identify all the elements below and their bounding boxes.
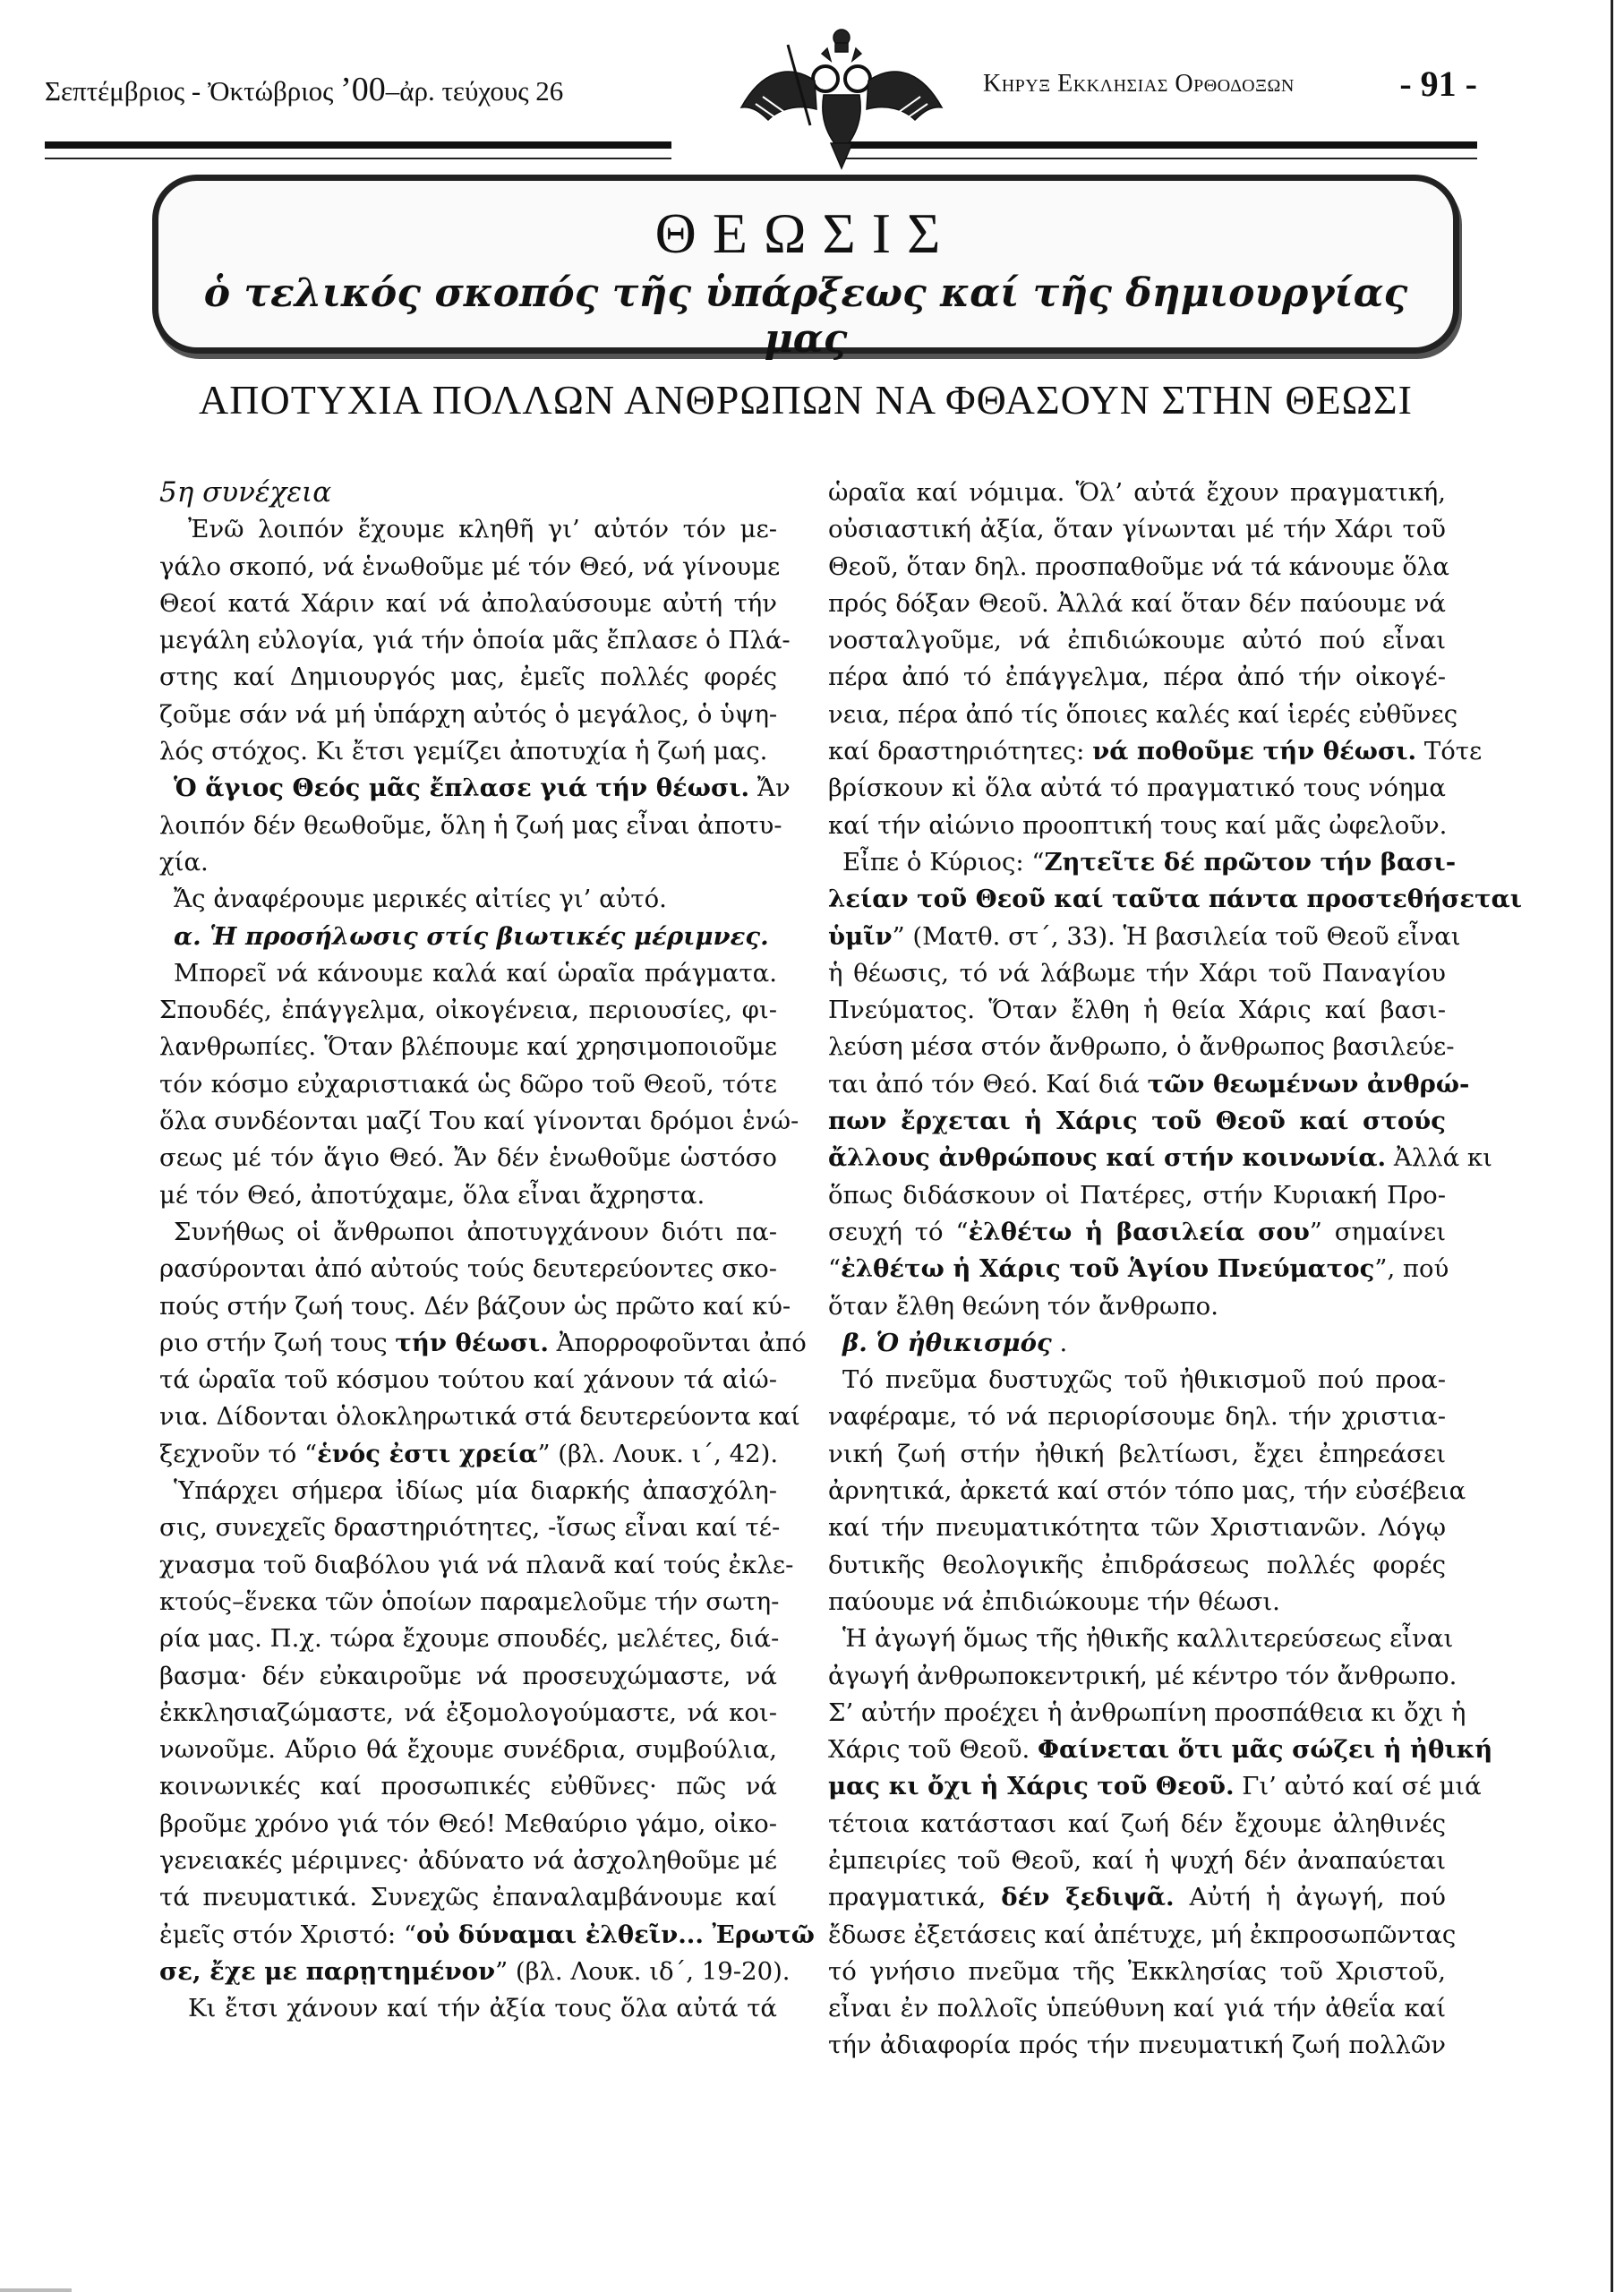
text-line — [159, 1066, 777, 1103]
body-text: Τό πνεῦμα δυστυχῶς τοῦ ἠθικισμοῦ πού προα- — [842, 1365, 1446, 1395]
emphasis-text: οὐ δύναμαι ἐλθεῖν... Ἐρωτῶ — [415, 1920, 815, 1949]
body-text: λοιπόν δέν θεωθοῦμε, ὅλη ἡ ζωή μας εἶναι ἀποτυ- — [159, 810, 782, 840]
emphasis-text: σε, ἔχε με παρῃτημένον — [159, 1956, 496, 1986]
body-text: Αὐτή ἡ ἀγωγή, πού — [1174, 1883, 1446, 1912]
text-line — [828, 1140, 1492, 1176]
body-text: ἡ θέωσις, τό νά λάβωμε τήν Χάρι τοῦ Παναγίου — [828, 958, 1446, 988]
text-line — [828, 1806, 1446, 1843]
text-line — [828, 1325, 1446, 1362]
body-text: ὅπως διδάσκουν οἱ Πατέρες, στήν Κυριακή Προ- — [828, 1180, 1446, 1210]
text-line — [159, 1584, 780, 1621]
text-line — [828, 1990, 1446, 2027]
emphasis-text: πων ἔρχεται ἡ Χάρις τοῦ Θεοῦ καί στούς — [828, 1107, 1446, 1136]
text-line — [159, 1658, 777, 1695]
text-line — [159, 955, 777, 992]
text-line — [159, 1362, 777, 1398]
text-line — [159, 1695, 777, 1732]
emphasis-text: ἐλθέτω ἡ βασιλεία σου — [968, 1217, 1310, 1246]
subsection-heading: β. Ὁ ἠθικισμός — [842, 1328, 1052, 1357]
body-text: νια. Δίδονται ὁλοκληρωτικά στά δευτερεύοντα καί — [159, 1402, 800, 1432]
left-column — [159, 475, 815, 2027]
running-header — [45, 63, 1477, 161]
text-line — [828, 1843, 1446, 1879]
text-line — [828, 770, 1446, 807]
body-text: Ἀλλά κι — [1386, 1143, 1492, 1173]
body-text: καί δραστηριότητες: — [828, 737, 1093, 766]
text-line — [828, 1768, 1482, 1805]
body-text: ὅλα συνδέονται μαζί Του καί γίνονται δρόμοι ἑνώ- — [159, 1107, 799, 1136]
text-line — [828, 697, 1458, 733]
body-text: βασμα· δέν εὐκαιροῦμε νά προσευχώμαστε, νά — [159, 1661, 777, 1690]
text-line — [159, 1990, 777, 2027]
text-line — [159, 733, 777, 770]
body-text: ” (Ματθ. στ΄, 33). Ἡ βασιλεία τοῦ Θεοῦ εἶναι — [892, 921, 1461, 951]
body-text: ἐμπειρίες τοῦ Θεοῦ, καί ἡ ψυχή δέν ἀναπαύεται — [828, 1845, 1446, 1875]
body-text: τόν κόσμο εὐχαριστιακά ὡς δῶρο τοῦ Θεοῦ, τότε — [159, 1069, 777, 1099]
emphasis-text: δέν ξεδιψᾶ. — [1001, 1883, 1175, 1912]
text-line — [159, 1029, 777, 1065]
text-line — [828, 1066, 1470, 1103]
text-line — [159, 586, 777, 622]
article-title: ΘΕΩΣΙΣ — [654, 201, 957, 265]
body-text: Ἐνῶ λοιπόν ἔχουμε κληθῆ γι’ αὐτόν τόν με- — [188, 515, 777, 544]
text-line — [828, 622, 1446, 659]
text-line — [828, 1658, 1457, 1695]
text-line — [159, 844, 777, 881]
emphasis-text: ἄλλους ἀνθρώπους καί στήν κοινωνία. — [828, 1143, 1387, 1173]
body-text: ὅταν ἔλθη θεώνη τόν ἄνθρωπο. — [828, 1291, 1218, 1321]
text-line — [828, 1288, 1446, 1325]
text-line — [828, 1177, 1446, 1214]
text-line — [159, 992, 777, 1029]
text-line — [159, 1436, 777, 1473]
body-text: βροῦμε χρόνο γιά τόν Θεό! Μεθαύριο γάμο, οἰκο- — [159, 1809, 777, 1838]
text-line — [159, 1325, 807, 1362]
body-text: γενειακές μέριμνες· ἀδύνατο νά ἀσχοληθοῦμε μέ — [159, 1845, 777, 1875]
body-text: Θεοῦ, ὅταν δηλ. προσπαθοῦμε νά τά κάνουμε ὅλα — [828, 552, 1449, 581]
body-text: ἐμεῖς στόν Χριστό: “ — [159, 1920, 416, 1949]
issue-number: –ἀρ. τεύχους 26 — [385, 75, 564, 107]
body-text: Σ’ αὐτήν προέχει ἡ ἀνθρωπίνη προσπάθεια κι ὄχι ἡ — [828, 1698, 1466, 1727]
body-text: νική ζωή στήν ἠθική βελτίωσι, ἔχει ἐπηρεάσει — [828, 1439, 1446, 1468]
body-text: Τότε — [1416, 737, 1483, 766]
emphasis-text: ἐλθέτω ἡ Χάρις τοῦ Ἁγίου Πνεύματος — [841, 1254, 1375, 1284]
body-text: χία. — [159, 847, 209, 877]
body-text: γάλο σκοπό, νά ἑνωθοῦμε μέ τόν Θεό, νά γίνουμε — [159, 552, 781, 581]
body-text: σευχή τό “ — [828, 1217, 969, 1246]
body-text: παύουμε νά ἐπιδιώκουμε τήν θέωσι. — [828, 1586, 1280, 1616]
text-line — [159, 1806, 777, 1843]
body-text: Εἶπε ὁ Κύριος: “ — [842, 847, 1045, 877]
body-text: τά ὡραῖα τοῦ κόσμου τούτου καί χάνουν τά αἰώ- — [159, 1365, 777, 1395]
text-line — [828, 1362, 1446, 1398]
left-column-body — [159, 511, 815, 2027]
body-text: σις, συνεχεῖς δραστηριότητες, -ἴσως εἶναι καί τέ- — [159, 1513, 781, 1543]
text-line — [828, 1954, 1446, 1990]
text-line — [828, 919, 1461, 955]
text-line — [828, 1621, 1454, 1657]
text-line — [159, 1547, 794, 1584]
double-headed-eagle-icon — [662, 27, 1021, 170]
text-line — [159, 1103, 799, 1140]
emphasis-text: τήν θέωσι. — [395, 1328, 549, 1357]
text-line — [828, 955, 1446, 992]
text-line — [828, 1214, 1446, 1251]
body-text: βρίσκουν κἰ ὅλα αὐτά τό πραγματικό τους νόημα — [828, 774, 1446, 803]
emphasis-text: μας κι ὄχι ἡ Χάρις τοῦ Θεοῦ. — [828, 1772, 1235, 1801]
text-line — [159, 1473, 777, 1509]
emphasis-text: Ὁ ἅγιος Θεός μᾶς ἔπλασε γιά τήν θέωσι. — [174, 774, 750, 803]
body-text: κοινωνικές καί προσωπικές εὐθῦνες· πῶς νά — [159, 1772, 777, 1801]
text-line — [159, 1509, 781, 1546]
body-text: ἀγωγή ἀνθρωποκεντρική, μέ κέντρο τόν ἄνθρωπο. — [828, 1661, 1457, 1690]
header-rule-left — [45, 141, 671, 149]
issue-year: ’00 — [340, 71, 386, 108]
body-text: στης καί Δημιουργός μας, ἐμεῖς πολλές φορές — [159, 663, 777, 692]
article-title-box — [152, 175, 1459, 362]
body-text: ” (βλ. Λουκ. ιδ΄, 19-20). — [495, 1956, 791, 1986]
body-text: . — [1051, 1328, 1068, 1357]
text-line — [828, 808, 1446, 844]
text-line — [828, 1917, 1457, 1954]
text-line — [159, 1177, 777, 1214]
emphasis-text: Φαίνεται ὅτι μᾶς σώζει ἡ ἠθική — [1038, 1735, 1493, 1765]
text-line — [828, 549, 1449, 586]
text-line — [159, 770, 791, 807]
text-line — [828, 2027, 1446, 2064]
body-text: λεύση μέσα στόν ἄνθρωπο, ὁ ἄνθρωπος βασιλεύε- — [828, 1032, 1455, 1062]
subsection-heading: α. Ἡ προσήλωσις στίς βιωτικές μέριμνες. — [174, 921, 769, 951]
text-line — [828, 475, 1446, 511]
body-text: ξεχνοῦν τό “ — [159, 1439, 318, 1468]
body-text: ρασύρονται ἀπό αὐτούς τούς δευτερεύοντες σκο- — [159, 1254, 777, 1284]
text-line — [159, 622, 791, 659]
body-text: καί τήν αἰώνιο προοπτική τους καί μᾶς ὠφελοῦν. — [828, 810, 1448, 840]
section-headline: ΑΠΟΤΥΧΙΑ ΠΟΛΛΩΝ ΑΝΘΡΩΠΩΝ ΝΑ ΦΘΑΣΟΥΝ ΣΤΗΝ ΘΕΩΣΙ — [199, 377, 1413, 423]
body-text: δυτικῆς θεολογικῆς ἐπιδράσεως πολλές φορές — [828, 1550, 1446, 1579]
emphasis-text: τῶν θεωμένων ἀνθρώ- — [1147, 1069, 1470, 1099]
body-text: ἔδωσε ἐξετάσεις καί ἀπέτυχε, μή ἐκπροσωπῶντας — [828, 1920, 1457, 1949]
text-line — [159, 881, 777, 918]
body-text: νεια, πέρα ἀπό τίς ὅποιες καλές καί ἱερές εὐθῦνες — [828, 699, 1458, 729]
text-line — [828, 659, 1446, 696]
body-text: ”, πού — [1374, 1254, 1449, 1284]
journal-title: Κηρυξ Εκκλησιας Ορθοδοξων — [983, 70, 1295, 98]
body-text: ριο στήν ζωή τους — [159, 1328, 396, 1357]
text-line — [828, 1103, 1446, 1140]
text-line — [159, 808, 782, 844]
text-line — [828, 1547, 1446, 1584]
text-line — [828, 1251, 1449, 1287]
text-line — [159, 1843, 777, 1879]
issue-date — [45, 70, 563, 109]
emphasis-text: ἑνός ἐστι χρεία — [317, 1439, 538, 1468]
installment-label: 5η συνέχεια — [159, 476, 332, 509]
body-text: τήν ἀδιαφορία πρός τήν πνευματική ζωή πολλῶν — [828, 2031, 1446, 2060]
body-text: ἀρνητικά, ἀρκετά καί στόν τόπο μας, τήν εὐσέβεια — [828, 1476, 1466, 1506]
body-text: μεγάλη εὐλογία, γιά τήν ὁποία μᾶς ἔπλασε ὁ Πλά- — [159, 626, 791, 655]
body-text: τά πνευματικά. Συνεχῶς ἐπαναλαμβάνουμε καί — [159, 1883, 777, 1912]
page-number: - 91 - — [1399, 64, 1477, 104]
page-edge-shadow — [1611, 0, 1613, 2292]
text-line — [828, 992, 1446, 1029]
text-line — [159, 511, 777, 548]
body-text: καί τήν πνευματικότητα τῶν Χριστιανῶν. Λόγῳ — [828, 1513, 1446, 1543]
body-text: Σπουδές, ἐπάγγελμα, οἰκογένεια, περιουσίες, φι- — [159, 996, 777, 1025]
body-text: τό γνήσιο πνεῦμα τῆς Ἐκκλησίας τοῦ Χριστοῦ, — [828, 1956, 1446, 1986]
body-text: ναφέραμε, τό νά περιορίσουμε δηλ. τήν χριστια- — [828, 1402, 1446, 1432]
text-line — [159, 1732, 777, 1768]
right-column — [828, 475, 1523, 2065]
body-text: λανθρωπίες. Ὅταν βλέπουμε καί χρησιμοποιοῦμε — [159, 1032, 777, 1062]
body-text: οὐσιαστική ἀξία, ὅταν γίνωνται μέ τήν Χάρι τοῦ — [828, 515, 1446, 544]
body-text: πραγματικά, — [828, 1883, 1002, 1912]
scan-artifact — [0, 2288, 72, 2292]
text-line — [828, 1584, 1446, 1621]
header-rule-left-thin — [45, 158, 671, 159]
text-line — [159, 1621, 780, 1657]
body-text: Χάρις τοῦ Θεοῦ. — [828, 1735, 1039, 1765]
body-text: ρία μας. Π.χ. τώρα ἔχουμε σπουδές, μελέτες, διά- — [159, 1624, 780, 1654]
text-line — [828, 844, 1457, 881]
text-line — [159, 1288, 791, 1325]
body-text: χνασμα τοῦ διαβόλου γιά νά πλανᾶ καί τούς ἐκλε- — [159, 1550, 794, 1579]
body-text: Ἄν — [749, 774, 791, 803]
body-text: Ὑπάρχει σήμερα ἰδίως μία διαρκής ἀπασχόλη- — [174, 1476, 777, 1506]
body-text: ται ἀπό τόν Θεό. Καί διά — [828, 1069, 1148, 1099]
text-line — [828, 881, 1523, 918]
body-text: Μπορεῖ νά κάνουμε καλά καί ὡραῖα πράγματα. — [174, 958, 777, 988]
body-text: Ἡ ἀγωγή ὅμως τῆς ἠθικῆς καλλιτερεύσεως εἶναι — [842, 1624, 1454, 1654]
text-line — [828, 1509, 1446, 1546]
right-column-body — [828, 475, 1523, 2065]
text-line — [828, 1879, 1446, 1916]
body-text: κτούς–ἕνεκα τῶν ὁποίων παραμελοῦμε τήν σωτη- — [159, 1586, 780, 1616]
body-text: Ἀπορροφοῦνται ἀπό — [548, 1328, 807, 1357]
text-line — [828, 1732, 1493, 1768]
body-text: ” σημαίνει — [1309, 1217, 1446, 1246]
body-text: πέρα ἀπό τό ἐπάγγελμα, πέρα ἀπό τήν οἰκογέ- — [828, 663, 1446, 692]
body-text: Συνήθως οἱ ἄνθρωποι ἀποτυγχάνουν διότι πα- — [174, 1217, 777, 1246]
text-line — [828, 1398, 1446, 1435]
body-text: πούς στήν ζωή τους. Δέν βάζουν ὡς πρῶτο καί κύ- — [159, 1291, 791, 1321]
text-line — [159, 1768, 777, 1805]
emphasis-text: ὑμῖν — [828, 921, 893, 951]
body-text: Γι’ αὐτό καί σέ μιά — [1234, 1772, 1482, 1801]
text-line — [828, 733, 1483, 770]
body-text: μέ τόν Θεό, ἀποτύχαμε, ὅλα εἶναι ἄχρηστα. — [159, 1180, 705, 1210]
issue-months: Σεπτέμβριος - Ὀκτώβριος — [45, 75, 334, 107]
body-text: ” (βλ. Λουκ. ι΄, 42). — [537, 1439, 779, 1468]
text-line — [159, 1954, 791, 1990]
text-line — [828, 586, 1446, 622]
emphasis-text: Ζητεῖτε δέ πρῶτον τήν βασι- — [1044, 847, 1457, 877]
text-line — [159, 1251, 777, 1287]
text-line — [828, 1436, 1446, 1473]
body-text: Πνεύματος. Ὅταν ἔλθη ἡ θεία Χάρις καί βασι- — [828, 996, 1446, 1025]
text-line — [828, 511, 1446, 548]
body-text: ὡραῖα καί νόμιμα. Ὅλ’ αὐτά ἔχουν πραγματική, — [828, 478, 1446, 507]
text-line — [159, 1398, 800, 1435]
body-text: νοσταλγοῦμε, νά ἐπιδιώκουμε αὐτό πού εἶναι — [828, 626, 1446, 655]
text-line — [159, 1140, 777, 1176]
body-text: “ — [828, 1254, 842, 1284]
text-line — [159, 919, 777, 955]
body-text: Κι ἔτσι χάνουν καί τήν ἀξία τους ὅλα αὐτά τά — [188, 1994, 777, 2023]
body-text: λός στόχος. Κι ἔτσι γεμίζει ἀποτυχία ἡ ζωή μας. — [159, 737, 768, 766]
body-text: ἐκκλησιαζώμαστε, νά ἐξομολογούμαστε, νά κοι- — [159, 1698, 777, 1727]
body-text: Ἄς ἀναφέρουμε μερικές αἰτίες γι’ αὐτό. — [174, 885, 667, 914]
body-text: νωνοῦμε. Αὔριο θά ἔχουμε συνέδρια, συμβούλια, — [159, 1735, 777, 1765]
body-text: εἶναι ἐν πολλοῖς ὑπεύθυνη καί γιά τήν ἀθεΐα καί — [828, 1994, 1446, 2023]
article-subtitle: ὁ τελικός σκοπός τῆς ὑπάρξεως καί τῆς δημιουργίας μας — [203, 270, 1408, 362]
emphasis-text: νά ποθοῦμε τήν θέωσι. — [1092, 737, 1417, 766]
body-text: ζοῦμε σάν νά μή ὑπάρχη αὐτός ὁ μεγάλος, ὁ ὑψη- — [159, 699, 778, 729]
text-line — [159, 549, 781, 586]
text-line — [159, 697, 777, 733]
emphasis-text: λείαν τοῦ Θεοῦ καί ταῦτα πάντα προστεθήσεται — [828, 885, 1523, 914]
body-text: τέτοια κατάστασι καί ζωή δέν ἔχουμε ἀληθινές — [828, 1809, 1446, 1838]
text-line — [828, 1029, 1455, 1065]
body-text: Θεοί κατά Χάριν καί νά ἀπολαύσουμε αὐτή τήν — [159, 588, 777, 618]
body-text: σεως μέ τόν ἅγιο Θεό. Ἄν δέν ἑνωθοῦμε ὡστόσο — [159, 1143, 777, 1173]
text-line — [159, 1214, 777, 1251]
text-line — [828, 1473, 1466, 1509]
text-line — [828, 1695, 1466, 1732]
text-line — [159, 659, 777, 696]
text-line — [159, 1879, 777, 1916]
body-text: πρός δόξαν Θεοῦ. Ἀλλά καί ὅταν δέν παύουμε νά — [828, 588, 1446, 618]
text-line — [159, 1917, 815, 1954]
